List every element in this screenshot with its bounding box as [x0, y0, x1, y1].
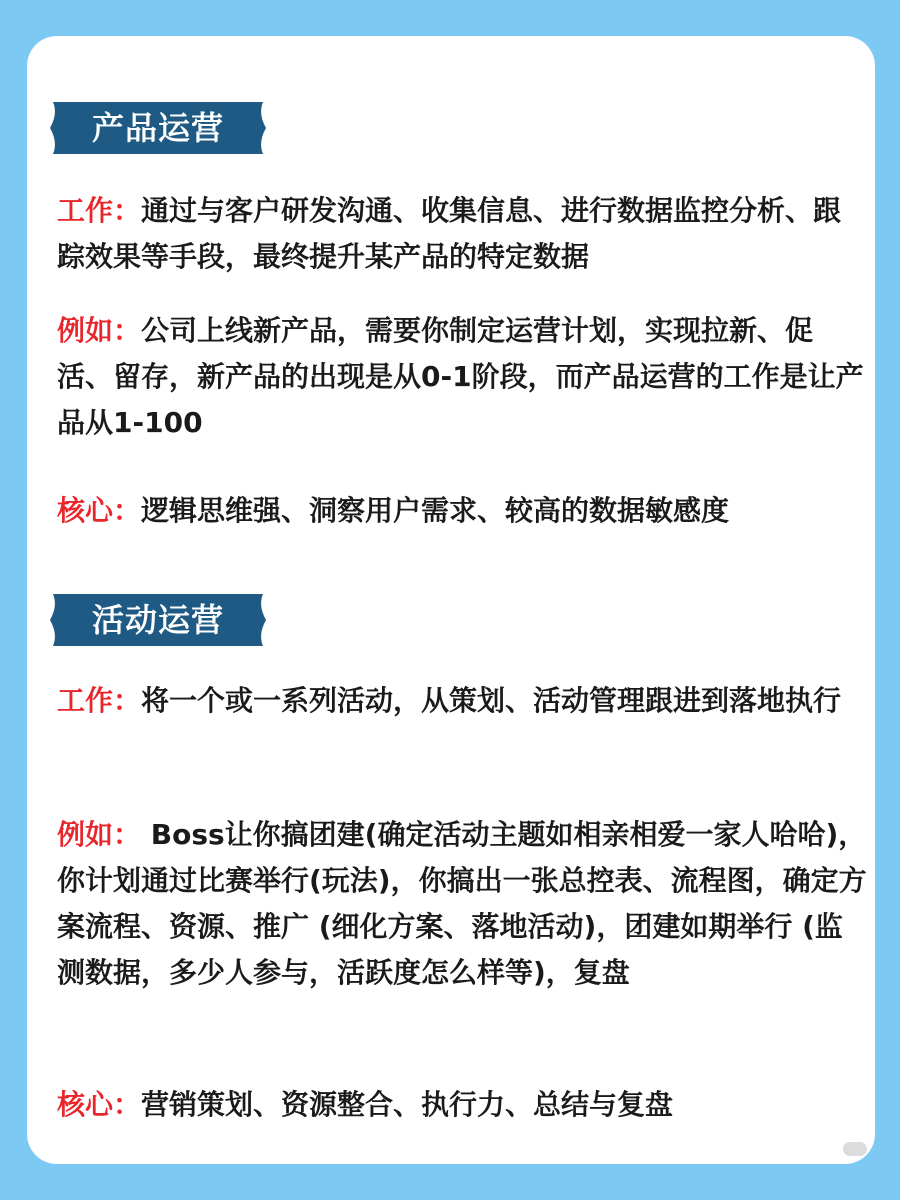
- section-title: 活动运营: [91, 601, 224, 639]
- core-paragraph: [57, 1082, 867, 1128]
- content-card: [27, 36, 875, 1164]
- work-label: 工作：: [57, 684, 142, 717]
- work-text: 通过与客户研发沟通、收集信息、进行数据监控分析、跟踪效果等手段，最终提升某产品的特定数据: [57, 194, 842, 273]
- section-title: 产品运营: [91, 109, 224, 147]
- example-text: 公司上线新产品，需要你制定运营计划，实现拉新、促活、留存，新产品的出现是从0-1阶段，而产品运营的工作是让产品从1-100: [57, 314, 864, 439]
- core-paragraph: [57, 488, 867, 534]
- example-paragraph: [57, 308, 867, 446]
- core-label: 核心：: [57, 1088, 142, 1121]
- core-text: 逻辑思维强、洞察用户需求、较高的数据敏感度: [141, 494, 730, 527]
- core-text: 营销策划、资源整合、执行力、总结与复盘: [141, 1088, 674, 1121]
- example-label: 例如：: [57, 818, 142, 851]
- watermark-badge: [843, 1142, 867, 1156]
- section-banner-product-ops: [47, 100, 269, 156]
- core-label: 核心：: [57, 494, 142, 527]
- example-label: 例如：: [57, 314, 142, 347]
- work-paragraph: [57, 188, 867, 280]
- example-paragraph: [57, 812, 867, 996]
- section-banner-event-ops: [47, 592, 269, 648]
- example-text: Boss让你搞团建(确定活动主题如相亲相爱一家人哈哈)，你计划通过比赛举行(玩法)，你搞出一张总控表、流程图，确定方案流程、资源、推广 (细化方案、落地活动)，团建如期举行 (监测数据，多少人参与，活跃度怎么样等)，复盘: [57, 818, 867, 989]
- work-label: 工作：: [57, 194, 142, 227]
- work-text: 将一个或一系列活动，从策划、活动管理跟进到落地执行: [141, 684, 842, 717]
- work-paragraph: [57, 678, 867, 724]
